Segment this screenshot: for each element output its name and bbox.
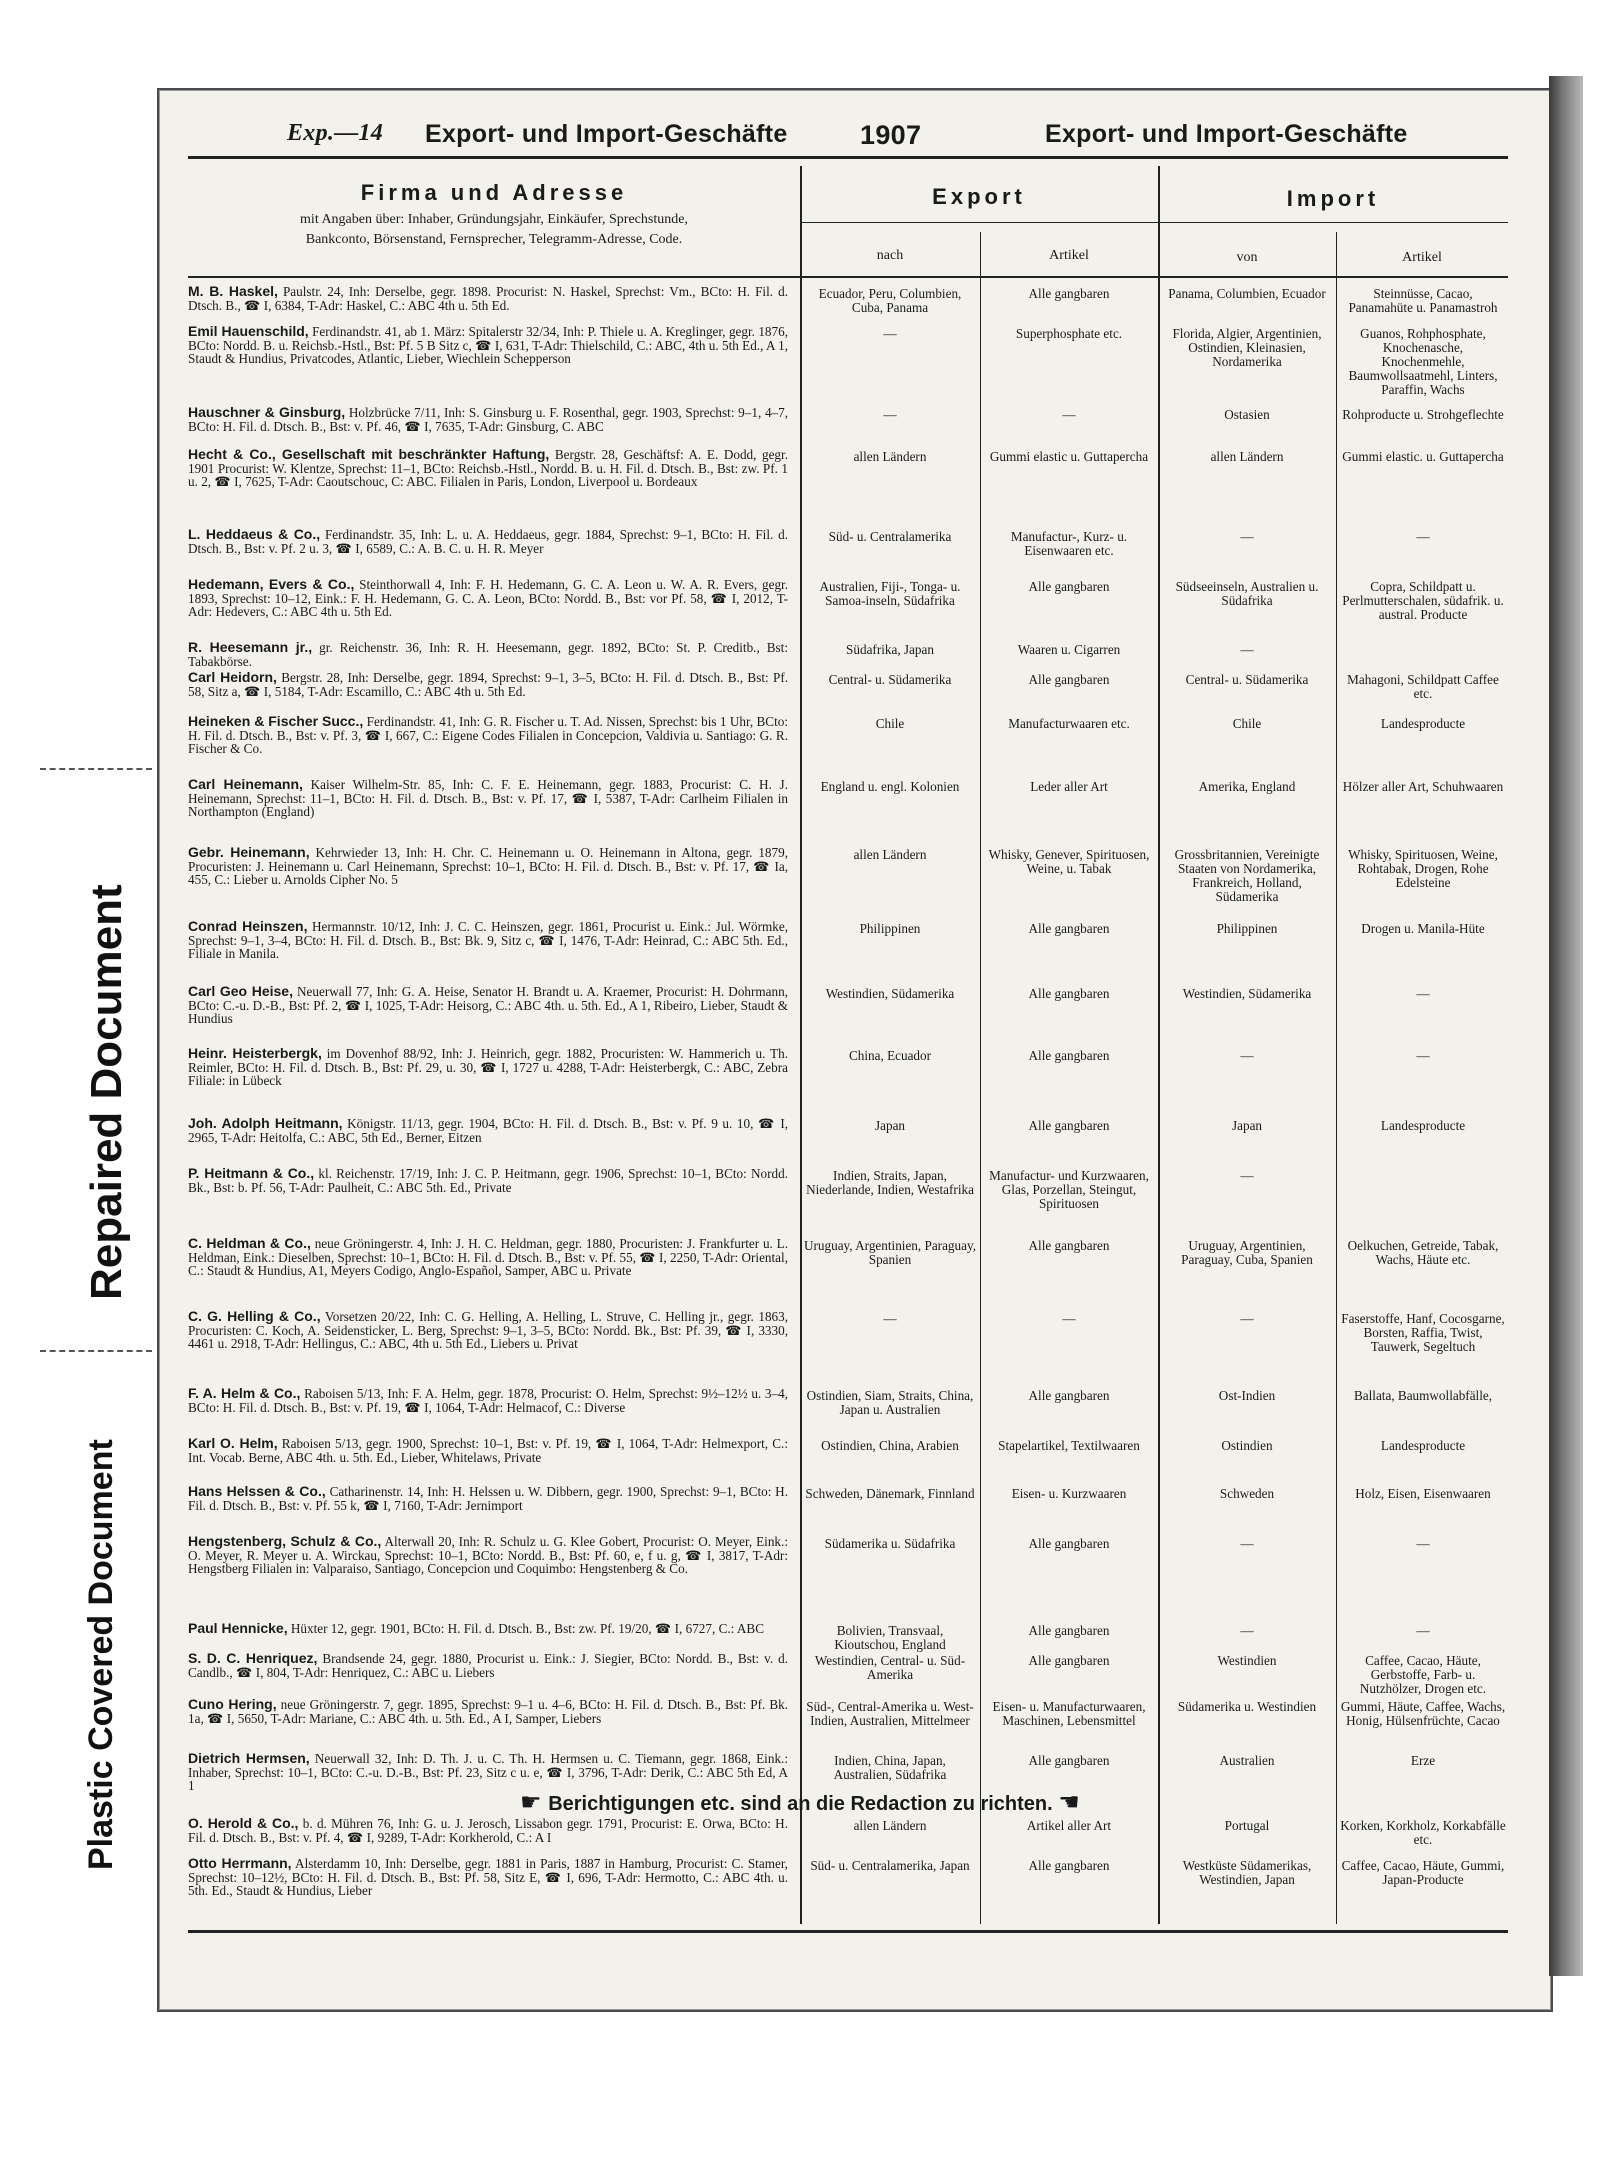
- import-von-cell: Central- u. Südamerika: [1185, 673, 1309, 687]
- header-left-title: Export- und Import-Geschäfte: [425, 120, 788, 148]
- firma-name: Hengstenberg, Schulz & Co.,: [188, 1535, 382, 1549]
- export-artikel-cell: Alle gangbaren: [1028, 1049, 1110, 1063]
- firma-entry: [188, 1387, 788, 1437]
- export-nach-cell: —: [883, 327, 897, 341]
- import-von-cell: —: [1240, 1169, 1254, 1183]
- import-artikel-cell: Oelkuchen, Getreide, Tabak, Wachs, Häute etc.: [1347, 1239, 1499, 1267]
- export-nach-cell: Japan: [874, 1119, 906, 1133]
- import-artikel-cell: —: [1416, 1624, 1430, 1638]
- import-von-cell: Schweden: [1219, 1487, 1275, 1501]
- firma-entry: [188, 778, 788, 846]
- firma-name: L. Heddaeus & Co.,: [188, 528, 321, 542]
- firma-name: Hauschner & Ginsburg,: [188, 406, 346, 420]
- nach-header: nach: [876, 248, 904, 263]
- export-artikel-cell: Alle gangbaren: [1028, 1119, 1110, 1133]
- import-artikel-cell: Hölzer aller Art, Schuhwaaren: [1342, 780, 1504, 794]
- firma-address: Ferdinandstr. 41, Inh: G. R. Fischer u. T. Ad. Nissen, Sprechst: bis 1 Uhr, BCto: H. Fil. d. Dtsch. B., Bst: v. Pf. 3, ☎ I, 667, C.: Eigene Codes Filialen in Concepcion, Valdivia u. Santiago: G. R. Fischer & Co.: [188, 715, 788, 757]
- export-nach-cell: Süd- u. Centralamerika: [828, 530, 952, 544]
- plastic-covered-label: Plastic Covered Document: [82, 1439, 120, 1870]
- import-von-cell: allen Ländern: [1210, 450, 1284, 464]
- column-rule-export-import: [1158, 166, 1160, 1924]
- firma-name: P. Heitmann & Co.,: [188, 1167, 315, 1181]
- header-rule: [188, 156, 1508, 159]
- firma-entry: [188, 1817, 788, 1857]
- import-artikel-cell: Korken, Korkholz, Korkabfälle etc.: [1340, 1819, 1506, 1847]
- firma-name: Carl Heinemann,: [188, 778, 303, 792]
- firma-address: Königstr. 11/13, gegr. 1904, BCto: H. Fil. d. Dtsch. B., Bst: v. Pf. 9 u. 10, ☎ I, 2965, T-Adr: Heitolfa, C.: ABC, 5th Ed., Berner, Eitzen: [188, 1117, 788, 1145]
- export-nach-cell: —: [883, 408, 897, 422]
- strip-divider-middle: [40, 1350, 152, 1352]
- column-head-rule: [188, 276, 1508, 278]
- import-artikel-cell: —: [1416, 1537, 1430, 1551]
- firma-name: Conrad Heinszen,: [188, 920, 308, 934]
- export-artikel-cell: Alle gangbaren: [1028, 1624, 1110, 1638]
- firma-entry: [188, 1437, 788, 1485]
- firma-sub2: Bankconto, Börsenstand, Fernsprecher, Telegramm-Adresse, Code.: [305, 232, 683, 247]
- import-von-cell: Uruguay, Argentinien, Paraguay, Cuba, Spanien: [1181, 1239, 1313, 1267]
- import-von-cell: Australien: [1219, 1754, 1275, 1768]
- firma-address: Hermannstr. 10/12, Inh: J. C. C. Heinszen, gegr. 1861, Procurist u. Eink.: Jul. Wörmke, Sprechst: 9–1, 3–4, BCto: H. Fil. d. Dtsch. B., Bst: Bk. 9, Sitz c, ☎ I, 1476, T-Adr: Heinrad, C.: ABC 5th. Ed., Filiale in Manila.: [188, 920, 788, 962]
- import-artikel-cell: —: [1416, 987, 1430, 1001]
- export-artikel-cell: Alle gangbaren: [1028, 1537, 1110, 1551]
- export-artikel-cell: Manufactur-, Kurz- u. Eisenwaaren etc.: [1010, 530, 1128, 558]
- firma-address: Ferdinandstr. 35, Inh: L. u. A. Heddaeus, gegr. 1884, Sprechst: 9–1, BCto: H. Fil. d. Dtsch. B., Bst: v. Pf. 2 u. 3, ☎ I, 6589, C.: A. B. C. u. H. R. Meyer: [188, 528, 788, 556]
- firma-name: C. G. Helling & Co.,: [188, 1310, 321, 1324]
- firma-entry: [188, 1485, 788, 1535]
- firma-entry: [188, 406, 788, 448]
- firma-address: gr. Reichenstr. 36, Inh: R. H. Heesemann, gegr. 1892, BCto: St. P. Creditb., Bst: Tabakbörse.: [188, 641, 788, 669]
- column-subhead-rule: [800, 222, 1508, 223]
- import-artikel-cell: Drogen u. Manila-Hüte: [1361, 922, 1485, 936]
- import-von-cell: —: [1240, 643, 1254, 657]
- artikel-export-header: Artikel: [1049, 248, 1089, 263]
- import-von-cell: Ost-Indien: [1218, 1389, 1276, 1403]
- footer-notice: [520, 1788, 1080, 1817]
- import-von-cell: Südamerika u. Westindien: [1177, 1700, 1317, 1714]
- firma-sub1: mit Angaben über: Inhaber, Gründungsjahr, Einkäufer, Sprechstunde,: [300, 212, 688, 227]
- export-artikel-cell: Stapelartikel, Textilwaaren: [998, 1439, 1140, 1453]
- import-von-cell: —: [1240, 1049, 1254, 1063]
- firma-name: M. B. Haskel,: [188, 285, 278, 299]
- export-nach-cell: Indien, China, Japan, Australien, Südafrika: [833, 1754, 947, 1782]
- firma-entry: [188, 528, 788, 578]
- import-von-cell: —: [1240, 1537, 1254, 1551]
- firma-name: Hecht & Co., Gesellschaft mit beschränkter Haftung,: [188, 448, 550, 462]
- export-artikel-cell: Eisen- u. Manufacturwaaren, Maschinen, Lebensmittel: [992, 1700, 1146, 1728]
- firma-name: Emil Hauenschild,: [188, 325, 309, 339]
- firma-name: Joh. Adolph Heitmann,: [188, 1117, 343, 1131]
- export-artikel-cell: Gummi elastic u. Guttapercha: [989, 450, 1149, 464]
- repaired-document-label: Repaired Document: [82, 884, 131, 1300]
- export-nach-cell: Südafrika, Japan: [846, 643, 934, 657]
- export-nach-cell: Schweden, Dänemark, Finnland: [805, 1487, 975, 1501]
- import-artikel-cell: —: [1416, 1049, 1430, 1063]
- import-artikel-cell: Mahagoni, Schildpatt Caffee etc.: [1347, 673, 1499, 701]
- firma-address: Paulstr. 24, Inh: Derselbe, gegr. 1898. Procurist: N. Haskel, Sprechst: Vm., BCto: H. Fil. d. Dtsch. B., ☎ I, 6384, T-Adr: Haskel, C.: ABC 4th u. 5th Ed.: [188, 285, 788, 313]
- firma-name: R. Heesemann jr.,: [188, 641, 313, 655]
- footer-rule: [188, 1930, 1508, 1933]
- pointing-hand-icon: ☚: [1058, 1789, 1080, 1816]
- firma-entry: [188, 846, 788, 920]
- import-von-cell: Amerika, England: [1198, 780, 1296, 794]
- export-nach-cell: Westindien, Central- u. Süd-Amerika: [814, 1654, 966, 1682]
- export-artikel-cell: Alle gangbaren: [1028, 1389, 1110, 1403]
- firma-entry: [188, 1857, 788, 1925]
- export-artikel-cell: Alle gangbaren: [1028, 1754, 1110, 1768]
- firma-entry: [188, 1047, 788, 1117]
- firma-address: neue Gröningerstr. 4, Inh: J. H. C. Heldman, gegr. 1880, Procuristen: J. Frankfurter u. L. Heldman, Eink.: Dieselben, Sprechst: 10–1, BCto: H. Fil. d. Dtsch. B., Bst: v. Pf. 55, ☎ I, 2250, T-Adr: Oriental, C.: Staudt & Hundius, A1, Meyers Codigo, Anglo-Español, Samper, ABC u. Private: [188, 1237, 788, 1279]
- export-nach-cell: Ostindien, China, Arabien: [821, 1439, 959, 1453]
- export-artikel-cell: Alle gangbaren: [1028, 987, 1110, 1001]
- firma-name: Cuno Hering,: [188, 1698, 277, 1712]
- column-rule-firma: [800, 166, 802, 1924]
- export-artikel-cell: Artikel aller Art: [1026, 1819, 1112, 1833]
- firma-entry: [188, 1167, 788, 1237]
- column-rule-export: [980, 232, 981, 1924]
- firma-entry: [188, 1117, 788, 1167]
- firma-name: Carl Geo Heise,: [188, 985, 293, 999]
- firma-entry: [188, 1310, 788, 1387]
- firma-address: Neuerwall 32, Inh: D. Th. J. u. C. Th. H. Hermsen u. C. Tiemann, gegr. 1868, Eink.: Inhaber, Sprechst: 10–1, BCto: C.-u. D.-B., Bst: Pf. 23, Sitz c u. e, ☎ I, 3796, T-Adr: Derik, C.: ABC 5th Ed, A 1: [188, 1752, 788, 1794]
- firma-entry: [188, 1698, 788, 1752]
- export-nach-cell: Ecuador, Peru, Columbien, Cuba, Panama: [818, 287, 962, 315]
- firma-name: Paul Hennicke,: [188, 1622, 288, 1636]
- firma-address: neue Gröningerstr. 7, gegr. 1895, Sprechst: 9–1 u. 4–6, BCto: H. Fil. d. Dtsch. B., Bst: Pf. Bk. 1a, ☎ I, 5650, T-Adr: Mariane, C.: ABC 4th. u. 5th. Ed., A I, Samper, Liebers: [188, 1698, 788, 1726]
- import-artikel-cell: Rohproducte u. Strohgeflechte: [1342, 408, 1504, 422]
- export-nach-cell: Philippinen: [859, 922, 921, 936]
- firma-address: Ferdinandstr. 41, ab 1. März: Spitalerstr 32/34, Inh: P. Thiele u. A. Kreglinger, gegr. 1876, BCto: Nordd. B. u. Reichsb.-Hstl., Bst: Pf. 5 B Sitz c, ☎ I, 631, T-Adr: Thielschild, C.: ABC, 4th u. 5th Ed., A 1, Staudt & Hundius, Privatcodes, Atlantic, Lieber, Wiechlein Schepperson: [188, 325, 788, 367]
- export-nach-cell: China, Ecuador: [848, 1049, 932, 1063]
- firma-name: Gebr. Heinemann,: [188, 846, 310, 860]
- firma-entry: [188, 985, 788, 1047]
- import-artikel-cell: Landesproducte: [1380, 1439, 1466, 1453]
- export-nach-cell: Uruguay, Argentinien, Paraguay, Spanien: [804, 1239, 976, 1267]
- firma-name: Hedemann, Evers & Co.,: [188, 578, 355, 592]
- import-artikel-cell: [1340, 1169, 1506, 1239]
- export-nach-cell: Central- u. Südamerika: [828, 673, 952, 687]
- firma-entry: [188, 920, 788, 985]
- import-von-cell: Westküste Südamerikas, Westindien, Japan: [1182, 1859, 1312, 1887]
- export-artikel-cell: Superphosphate etc.: [1015, 327, 1123, 341]
- import-artikel-cell: —: [1416, 530, 1430, 544]
- page-ref: Exp.—14: [287, 120, 384, 146]
- export-artikel-cell: Manufactur- und Kurzwaaren, Glas, Porzellan, Steingut, Spirituosen: [989, 1169, 1149, 1211]
- import-artikel-cell: Steinnüsse, Cacao, Panamahüte u. Panamastroh: [1348, 287, 1498, 315]
- import-von-cell: Panama, Columbien, Ecuador: [1168, 287, 1326, 301]
- import-von-cell: —: [1240, 1312, 1254, 1326]
- export-nach-cell: —: [883, 1312, 897, 1326]
- import-artikel-cell: Ballata, Baumwollabfälle,: [1353, 1389, 1493, 1403]
- export-artikel-cell: Waaren u. Cigarren: [1017, 643, 1121, 657]
- firma-title: Firma und Adresse: [360, 180, 628, 205]
- firma-entry: [188, 578, 788, 641]
- import-title: Import: [1286, 186, 1380, 211]
- export-title: Export: [932, 184, 1026, 209]
- export-artikel-cell: Alle gangbaren: [1028, 1239, 1110, 1253]
- export-artikel-cell: Manufacturwaaren etc.: [1008, 717, 1130, 731]
- export-artikel-cell: Eisen- u. Kurzwaaren: [1011, 1487, 1127, 1501]
- firma-address: Holzbrücke 7/11, Inh: S. Ginsburg u. F. Rosenthal, gegr. 1903, Sprechst: 9–1, 4–7, BCto: H. Fil. d. Dtsch. B., Bst: v. Pf. 46, ☎ I, 7635, T-Adr: Ginsburg, C. ABC: [188, 406, 788, 434]
- firma-address: Alterwall 20, Inh: R. Schulz u. G. Klee Gobert, Procurist: O. Meyer, Eink.: O. Meyer, R. Meyer u. A. Wirckau, Sprechst: 10–1, BCto: Nordd. B., Bst: Pf. 60, e, f u. g, ☎ I, 3817, T-Adr: Hengstberg Filialen in: Valparaiso, Santiago, Concepcion und Coquimbo: Hengstenberg & Co.: [188, 1535, 788, 1577]
- export-nach-cell: Indien, Straits, Japan, Niederlande, Indien, Westafrika: [806, 1169, 974, 1197]
- firma-name: S. D. C. Henriquez,: [188, 1652, 318, 1666]
- firma-address: Kaiser Wilhelm-Str. 85, Inh: C. F. E. Heinemann, gegr. 1883, Procurist: C. H. J. Heinemann, Sprechst: 11–1, BCto: H. Fil. d. Dtsch. B., Bst: v. Pf. 17, ☎ I, 5387, T-Adr: Carlheim Filialen in Northampton (England): [188, 778, 788, 820]
- firma-address: b. d. Mühren 76, Inh: G. u. J. Jerosch, Lissabon gegr. 1791, Procurist: E. Orwa, BCto: H. Fil. d. Dtsch. B., Bst: v. Pf. 4, ☎ I, 9289, T-Adr: Korkherold, C.: A I: [188, 1817, 788, 1845]
- import-von-cell: Japan: [1231, 1119, 1263, 1133]
- firma-address: Hüxter 12, gegr. 1901, BCto: H. Fil. d. Dtsch. B., Bst: zw. Pf. 19/20, ☎ I, 6727, C.: ABC: [290, 1622, 765, 1636]
- import-von-cell: Ostasien: [1224, 408, 1270, 422]
- export-nach-cell: Westindien, Südamerika: [825, 987, 955, 1001]
- export-artikel-cell: Leder aller Art: [1030, 780, 1108, 794]
- import-artikel-cell: Landesproducte: [1380, 717, 1466, 731]
- firma-address: Bergstr. 28, Inh: Derselbe, gegr. 1894, Sprechst: 9–1, 3–5, BCto: H. Fil. d. Dtsch. B., Bst: Pf. 58, Sitz a, ☎ I, 5184, T-Adr: Escamillo, C.: ABC 4th u. 5th Ed.: [188, 671, 788, 699]
- firma-address: Kehrwieder 13, Inh: H. Chr. C. Heinemann u. O. Heinemann in Altona, gegr. 1879, Procuristen: J. Heinemann u. Carl Heinemann, Sprechst: 10–1, BCto: H. Fil. d. Dtsch. B., Bst: v. Pf. 17, ☎ Ia, 455, C.: Lieber u. Arnolds Cipher No. 5: [188, 846, 788, 888]
- firma-entry: [188, 448, 788, 528]
- import-von-cell: Westindien, Südamerika: [1182, 987, 1312, 1001]
- export-nach-cell: Süd- u. Centralamerika, Japan: [810, 1859, 970, 1873]
- firma-name: Heineken & Fischer Succ.,: [188, 715, 364, 729]
- export-artikel-cell: Alle gangbaren: [1028, 673, 1110, 687]
- firma-entry: [188, 1237, 788, 1310]
- import-von-cell: Südseeinseln, Australien u. Südafrika: [1175, 580, 1319, 608]
- import-artikel-cell: Gummi, Häute, Caffee, Wachs, Honig, Hülsenfrüchte, Cacao: [1340, 1700, 1506, 1728]
- firma-entry: [188, 1652, 788, 1698]
- export-artikel-cell: —: [1062, 1312, 1076, 1326]
- export-artikel-cell: Alle gangbaren: [1028, 922, 1110, 936]
- import-von-cell: Portugal: [1224, 1819, 1270, 1833]
- firma-name: Heinr. Heisterbergk,: [188, 1047, 322, 1061]
- export-artikel-cell: Alle gangbaren: [1028, 580, 1110, 594]
- import-artikel-cell: Guanos, Rohphosphate, Knochenasche, Knochenmehle, Baumwollsaatmehl, Linters, Paraffin, Wachs: [1348, 327, 1498, 397]
- header-year: 1907: [860, 120, 922, 150]
- firma-entry: [188, 671, 788, 715]
- strip-divider-top: [40, 768, 152, 770]
- firma-address: Neuerwall 77, Inh: G. A. Heise, Senator H. Brandt u. A. Kraemer, Procurist: H. Dohrmann, BCto: C.-u. D.-B., Bst: Pf. 2, ☎ I, 1025, T-Adr: Heisorg, C.: ABC 4th. u. 5th. Ed., A 1, Ribeiro, Lieber, Staudt & Hundius: [188, 985, 788, 1027]
- firma-address: Alsterdamm 10, Inh: Derselbe, gegr. 1881 in Paris, 1887 in Hamburg, Procurist: C. Stamer, Sprechst: 10–12½, BCto: H. Fil. d. Dtsch. B., Bst: Pf. 58, Sitz E, ☎ I, 696, T-Adr: Hermotto, C.: ABC 4th. u. 5th. Ed., Staudt & Hundius, Lieber: [188, 1857, 788, 1899]
- firma-name: Karl O. Helm,: [188, 1437, 278, 1451]
- export-nach-cell: England u. engl. Kolonien: [820, 780, 960, 794]
- firma-address: Vorsetzen 20/22, Inh: C. G. Helling, A. Helling, L. Struve, C. Helling jr., gegr. 1863, Procuristen: C. Koch, A. Seidensticker, L. Berg, Sprechst: 9–1, 3–5, BCto: Nordd. Bk., Bst: Pf. 39, ☎ I, 3330, 4461 u. 2918, T-Adr: Hellingus, C.: ABC, 4th u. 5th Ed., Liebers u. Privat: [188, 1310, 788, 1352]
- import-von-cell: Grossbritannien, Vereinigte Staaten von Nordamerika, Frankreich, Holland, Südamerika: [1174, 848, 1320, 904]
- firma-entry: [188, 325, 788, 406]
- import-von-cell: Chile: [1232, 717, 1262, 731]
- import-von-cell: Westindien: [1217, 1654, 1277, 1668]
- firma-entry: [188, 285, 788, 325]
- export-nach-cell: Bolivien, Transvaal, Kioutschou, England: [834, 1624, 946, 1652]
- firma-entry: [188, 715, 788, 778]
- import-artikel-cell: Holz, Eisen, Eisenwaaren: [1355, 1487, 1491, 1501]
- import-artikel-cell: Copra, Schildpatt u. Perlmutterschalen, südafrik. u. austral. Producte: [1342, 580, 1504, 622]
- export-nach-cell: allen Ländern: [853, 450, 927, 464]
- export-artikel-cell: —: [1062, 408, 1076, 422]
- export-nach-cell: Australien, Fiji-, Tonga- u. Samoa-inseln, Südafrika: [819, 580, 961, 608]
- firma-entry: [188, 641, 788, 671]
- import-artikel-cell: Erze: [1410, 1754, 1436, 1768]
- firma-address: Bergstr. 28, Geschäftsf: A. E. Dodd, gegr. 1901 Procurist: W. Klentze, Sprechst: 11–1, BCto: Reichsb.-Hstl., Nordd. B. u. H. Fil. d. Dtsch. B., Bst: zw. Pf. 1 u. 2, ☎ I, 7625, T-Adr: Caoutschouc, C: ABC. Filialen in Paris, London, Liverpool u. Bordeaux: [188, 448, 788, 490]
- export-artikel-cell: Alle gangbaren: [1028, 1859, 1110, 1873]
- export-artikel-cell: Alle gangbaren: [1028, 287, 1110, 301]
- von-header: von: [1236, 250, 1258, 265]
- artikel-import-header: Artikel: [1402, 250, 1442, 265]
- export-nach-cell: Süd-, Central-Amerika u. West-Indien, Australien, Mittelmeer: [806, 1700, 974, 1728]
- firma-address: Steinthorwall 4, Inh: F. H. Hedemann, G. C. A. Leon u. W. A. R. Evers, gegr. 1893, Sprechst: 10–12, Eink.: F. H. Hedemann, G. C. A. Leon, BCto: Nordd. B., Bst: vor Pf. 58, ☎ I, 2012, T-Adr: Hedevers, C.: ABC 4th u. 5th Ed.: [188, 578, 788, 620]
- firma-address: Brandsende 24, gegr. 1880, Procurist u. Eink.: J. Siegier, BCto: Nordd. B., Bst: v. d. Candlb., ☎ I, 804, T-Adr: Henriquez, C.: ABC u. Liebers: [188, 1652, 788, 1680]
- firma-address: im Dovenhof 88/92, Inh: J. Heinrich, gegr. 1882, Procuristen: W. Hammerich u. Th. Reimler, BCto: H. Fil. d. Dtsch. B., Bst: Pf. 29, u. 30, ☎ I, 1727 u. 4288, T-Adr: Heisterbergk, C.: ABC, Zebra Filiale: in Lübeck: [188, 1047, 788, 1089]
- import-artikel-cell: Faserstoffe, Hanf, Cocosgarne, Borsten, Raffia, Twist, Tauwerk, Segeltuch: [1341, 1312, 1505, 1354]
- column-rule-import: [1336, 232, 1337, 1924]
- import-von-cell: Philippinen: [1216, 922, 1278, 936]
- import-von-cell: —: [1240, 1624, 1254, 1638]
- export-nach-cell: allen Ländern: [853, 848, 927, 862]
- footer-text: Berichtigungen etc. sind an die Redaction zu richten.: [548, 1793, 1053, 1815]
- export-nach-cell: Chile: [875, 717, 905, 731]
- firma-name: F. A. Helm & Co.,: [188, 1387, 301, 1401]
- export-nach-cell: Südamerika u. Südafrika: [824, 1537, 956, 1551]
- import-artikel-cell: Caffee, Cacao, Häute, Gerbstoffe, Farb- u. Nutzhölzer, Drogen etc.: [1359, 1654, 1487, 1696]
- firma-name: Hans Helssen & Co.,: [188, 1485, 326, 1499]
- firma-address: Raboisen 5/13, gegr. 1900, Sprechst: 10–1, Bst: v. Pf. 19, ☎ I, 1064, T-Adr: Helmexport, C.: Int. Vocab. Berne, ABC 4th. u. 5th. Ed., Lieber, Whitelaws, Private: [188, 1437, 788, 1465]
- header-right-title: Export- und Import-Geschäfte: [1045, 120, 1408, 148]
- firma-name: Otto Herrmann,: [188, 1857, 292, 1871]
- firma-name: Dietrich Hermsen,: [188, 1752, 310, 1766]
- import-von-cell: Florida, Algier, Argentinien, Ostindien, Kleinasien, Nordamerika: [1172, 327, 1322, 369]
- import-artikel-cell: [1340, 643, 1506, 673]
- firma-address: Catharinenstr. 14, Inh: H. Helssen u. W. Dibbern, gegr. 1900, Sprechst: 9–1, BCto: H. Fil. d. Dtsch. B., Bst: v. Pf. 55 k, ☎ I, 7160, T-Adr: Jernimport: [188, 1485, 788, 1513]
- firma-name: O. Herold & Co.,: [188, 1817, 299, 1831]
- firma-name: Carl Heidorn,: [188, 671, 277, 685]
- firma-address: Raboisen 5/13, Inh: F. A. Helm, gegr. 1878, Procurist: O. Helm, Sprechst: 9½–12½ u. 3–4, BCto: H. Fil. d. Dtsch. B., Bst: v. Pf. 19, ☎ I, 1064, T-Adr: Helmacof, C.: Diverse: [188, 1387, 788, 1415]
- export-artikel-cell: Alle gangbaren: [1028, 1654, 1110, 1668]
- export-nach-cell: allen Ländern: [853, 1819, 927, 1833]
- import-artikel-cell: Gummi elastic. u. Guttapercha: [1342, 450, 1504, 464]
- import-artikel-cell: Landesproducte: [1380, 1119, 1466, 1133]
- import-von-cell: —: [1240, 530, 1254, 544]
- firma-name: C. Heldman & Co.,: [188, 1237, 311, 1251]
- firma-address: kl. Reichenstr. 17/19, Inh: J. C. P. Heitmann, gegr. 1906, Sprechst: 10–1, BCto: Nordd. Bk., Bst: b. Pf. 56, T-Adr: Paulheit, C.: ABC 5th. Ed., Private: [188, 1167, 788, 1195]
- import-artikel-cell: Whisky, Spirituosen, Weine, Rohtabak, Drogen, Rohe Edelsteine: [1348, 848, 1498, 890]
- firma-entry: [188, 1535, 788, 1622]
- page-edge-shadow: [1549, 76, 1583, 1976]
- import-von-cell: Ostindien: [1221, 1439, 1273, 1453]
- export-artikel-cell: Whisky, Genever, Spirituosen, Weine, u. Tabak: [988, 848, 1150, 876]
- pointing-hand-icon: ☛: [520, 1789, 549, 1816]
- import-artikel-cell: Caffee, Cacao, Häute, Gummi, Japan-Producte: [1341, 1859, 1505, 1887]
- export-nach-cell: Ostindien, Siam, Straits, China, Japan u. Australien: [806, 1389, 974, 1417]
- firma-entry: [188, 1622, 788, 1652]
